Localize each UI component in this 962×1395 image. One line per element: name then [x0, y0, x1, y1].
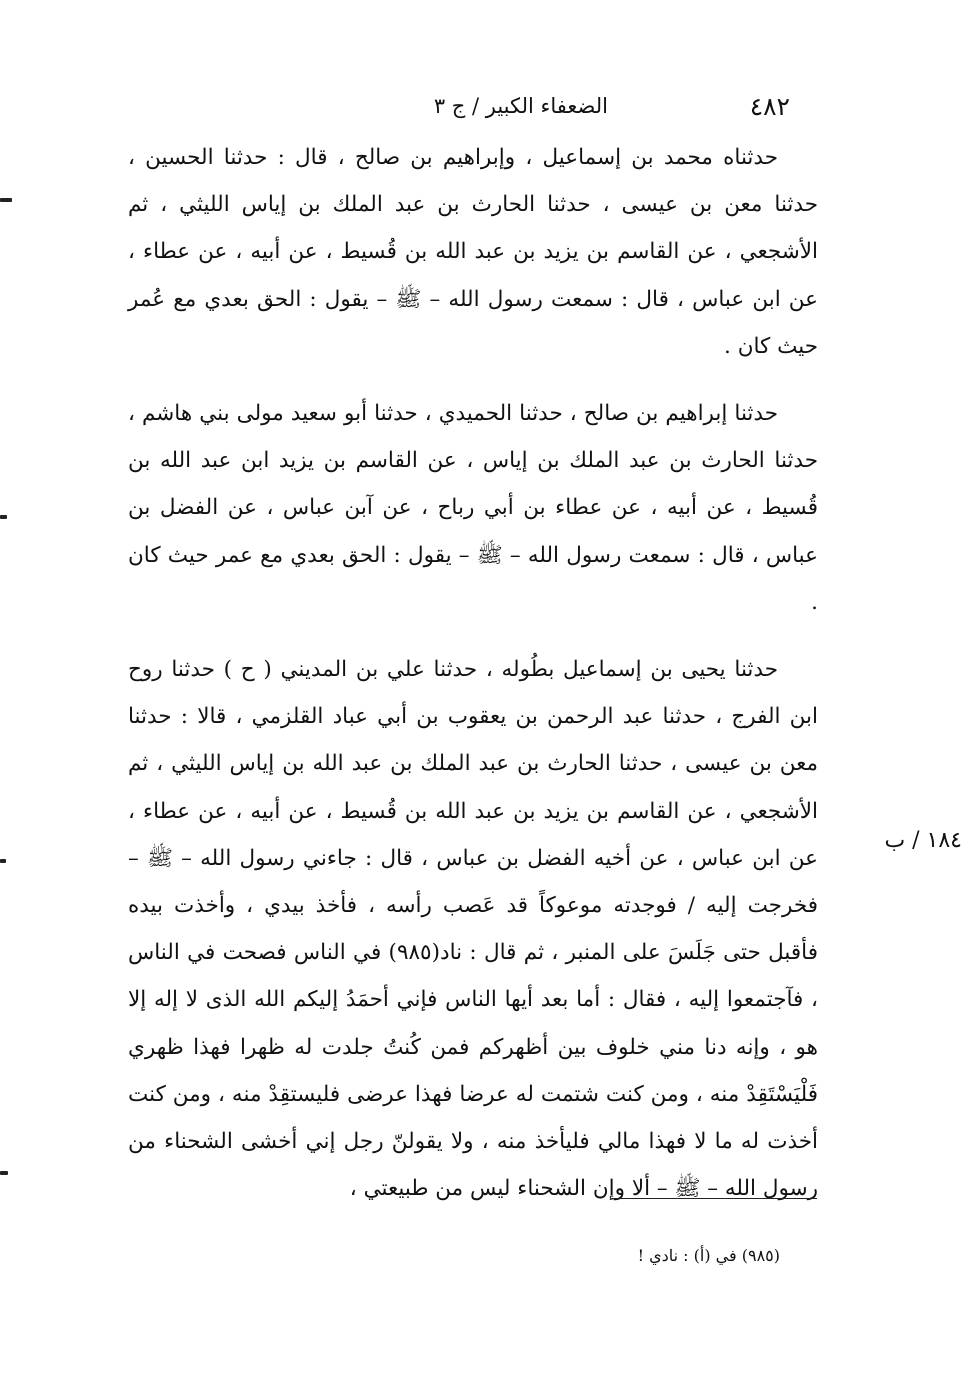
- scan-edge-mark: [0, 1171, 8, 1175]
- paragraph-1: [128, 134, 818, 370]
- scan-edge-mark: [0, 859, 6, 863]
- running-title: الضعفاء الكبير / ج ٣: [433, 94, 608, 118]
- scan-edge-mark: [0, 515, 7, 519]
- paragraph-2: [128, 390, 818, 626]
- paragraph-3: [128, 646, 818, 1212]
- footnote: (٩٨٥) في (أ) : نادي !: [637, 1246, 780, 1265]
- running-head: [300, 92, 820, 126]
- paragraph-text: حدثناه محمد بن إسماعيل ، وإبراهيم بن صالح ، قال : حدثنا الحسين ، حدثنا معن بن عيسى ، حدثنا الحارث بن عبد الملك بن إياس الليثي ، ثم الأشجعي ، عن القاسم بن يزيد بن عبد الله بن قُسيط ، عن أبيه ، عن عطاء ، عن ابن عباس ، قال : سمعت رسول الله – ﷺ – يقول : الحق بعدي مع عُمر حيث كان .: [128, 145, 818, 359]
- scan-edge-mark: [0, 198, 12, 202]
- manuscript-folio-note: ١٨٤ / ب: [884, 828, 962, 853]
- paragraph-text: حدثنا إبراهيم بن صالح ، حدثنا الحميدي ، حدثنا أبو سعيد مولى بني هاشم ، حدثنا الحارث بن عبد الملك بن إياس ، عن القاسم بن يزيد ابن عبد الله بن قُسيط ، عن أبيه ، عن عطاء بن أبي رباح ، عن آبن عباس ، عن الفضل بن عباس ، قال : سمعت رسول الله – ﷺ – يقول : الحق بعدي مع عمر حيث كان .: [128, 401, 818, 615]
- paragraph-text: حدثنا يحيى بن إسماعيل بطُوله ، حدثنا علي بن المديني ( ح ) حدثنا روح ابن الفرج ، حدثنا عبد الرحمن بن يعقوب بن أبي عباد القلزمي ، قالا : حدثنا معن بن عيسى ، حدثنا الحارث بن عبد الملك بن عبد الله بن إياس الليثي ، ثم الأشجعي ، عن القاسم بن يزيد بن عبد الله بن قُسيط ، عن أبيه ، عن عطاء ، عن ابن عباس ، عن أخيه الفضل بن عباس ، قال : جاءني رسول الله – ﷺ – فخرجت إليه / فوجدته موعوكاً قد عَصب رأسه ، فأخذ بيدي ، وأخذت بيده فأقبل حتى جَلَسَ على المنبر ، ثم قال : ناد(٩٨٥) في الناس فصحت في الناس ، فآجتمعوا إليه ، فقال : أما بعد أيها الناس فإني أحمَدُ إليكم الله الذى لا إله إلا هو ، وإنه دنا مني خلوف بين أظهركم فمن كُنتُ جلدت له ظهرا فهذا ظهري فَلْيَسْتَقِدْ منه ، ومن كنت شتمت له عرضا فهذا عرضى فليستقِدْ منه ، ومن كنت أخذت له ما لا فهذا مالي فليأخذ منه ، ولا يقولنّ رجل إني أخشى الشحناء من رسول الله – ﷺ – ألا وإن الشحناء ليس من طبيعتي ،: [128, 657, 819, 1202]
- footnote-divider: [612, 1198, 817, 1199]
- main-text: [128, 134, 818, 1212]
- page-number: ٤٨٢: [749, 92, 790, 121]
